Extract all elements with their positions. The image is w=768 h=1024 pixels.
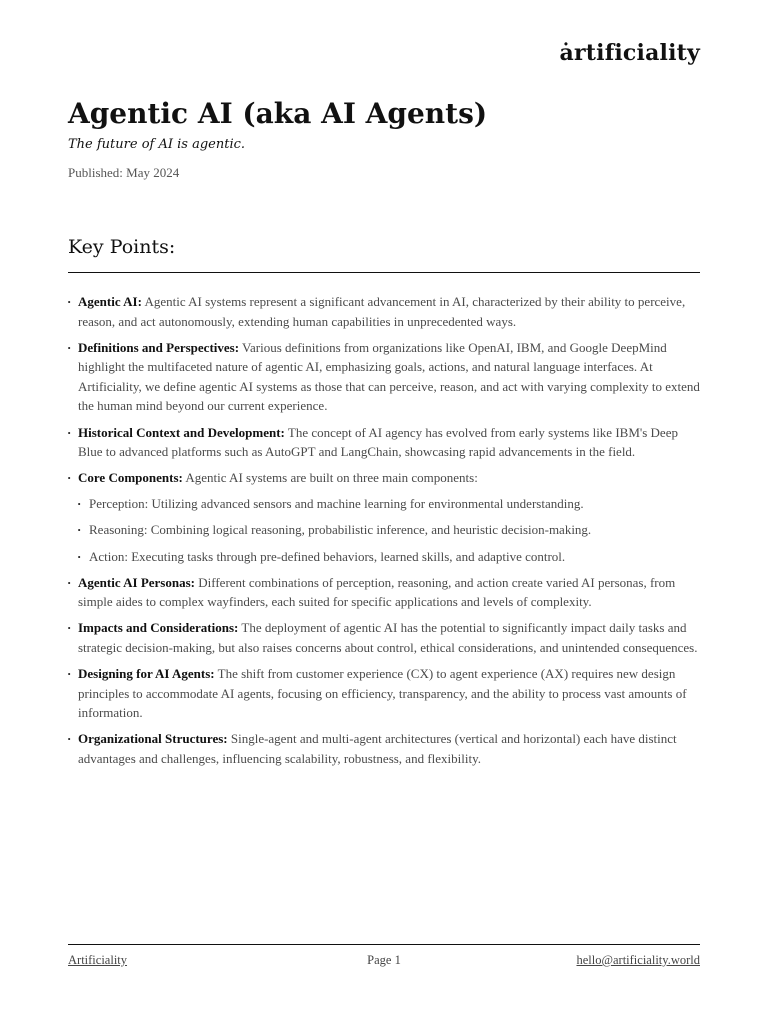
list-item bbox=[68, 423, 702, 462]
sub-list-item: · Action: Executing tasks through pre-defined behaviors, learned skills, and adaptive control. bbox=[78, 547, 702, 567]
page-number: Page 1 bbox=[367, 953, 401, 967]
section-divider bbox=[68, 272, 700, 273]
sub-list-item: · Reasoning: Combining logical reasoning, probabilistic inference, and heuristic decision-making. bbox=[78, 520, 702, 540]
list-item bbox=[68, 729, 702, 768]
point-label: Designing for AI Agents: bbox=[78, 666, 215, 681]
footer-brand-link[interactable]: Artificiality bbox=[68, 953, 128, 967]
key-points-list bbox=[68, 292, 702, 775]
list-item bbox=[68, 468, 702, 566]
page-title: Agentic AI (aka AI Agents) bbox=[68, 97, 488, 130]
point-label: Historical Context and Development: bbox=[78, 424, 285, 440]
list-item bbox=[68, 292, 702, 331]
point-text: The concept of AI agency has evolved from early systems like IBM's Deep Blue to advanced platforms such as AutoGPT and LangChain, showcasing rapid advancements in the field. bbox=[78, 424, 678, 460]
point-label: Organizational Structures: bbox=[78, 731, 228, 747]
list-item bbox=[68, 338, 702, 416]
point-label: Core Components: bbox=[78, 470, 183, 486]
point-text: Various definitions from organizations like OpenAI, IBM, and Google DeepMind highlight the multifaceted nature of agentic AI, emphasizing goals, actions, and natural language interfaces. At Artificiality, we define agentic AI systems as those that can perceive, reason, and act with varying complexity to extend the human mind beyond our current experience. bbox=[78, 339, 700, 414]
core-components-sublist bbox=[78, 494, 702, 566]
brand-logo: ȧrtificiality bbox=[559, 40, 700, 66]
sub-list-item: · Perception: Utilizing advanced sensors and machine learning for environmental understanding. bbox=[78, 494, 702, 514]
point-text: Single-agent and multi-agent architectures (vertical and horizontal) each have distinct advantages and challenges, influencing scalability, robustness, and flexibility. bbox=[78, 731, 677, 766]
point-text: The deployment of agentic AI has the potential to significantly impact daily tasks and strategic decision-making, but also raises concerns about control, ethical considerations, and unintended consequences. bbox=[78, 620, 698, 655]
list-item bbox=[68, 618, 702, 657]
section-heading-key-points: Key Points: bbox=[68, 236, 176, 258]
list-item bbox=[68, 664, 702, 723]
point-text: Agentic AI systems represent a significant advancement in AI, characterized by their ability to perceive, reason, and act autonomously, extending human capabilities in unprecedented ways. bbox=[78, 294, 686, 329]
point-text: The shift from customer experience (CX) to agent experience (AX) requires new design principles to accommodate AI agents, focusing on efficiency, transparency, and the ability to process vast amounts of information. bbox=[78, 666, 687, 721]
page-subtitle: The future of AI is agentic. bbox=[68, 137, 246, 152]
point-label: Definitions and Perspectives: bbox=[78, 339, 240, 355]
point-text: Agentic AI systems are built on three main components: bbox=[182, 470, 478, 486]
point-label: Agentic AI Personas: bbox=[78, 574, 195, 590]
page-footer bbox=[68, 951, 700, 971]
point-label: Impacts and Considerations: bbox=[78, 620, 239, 636]
published-date: Published: May 2024 bbox=[68, 165, 180, 180]
point-label: Agentic AI: bbox=[78, 294, 142, 309]
list-item bbox=[68, 573, 702, 612]
footer-email-link[interactable]: hello@artificiality.world bbox=[576, 953, 700, 967]
footer-divider bbox=[68, 944, 700, 945]
point-text: Different combinations of perception, reasoning, and action create varied AI personas, from simple aides to complex wayfinders, each suited for specific applications and levels of complexity. bbox=[78, 574, 676, 610]
